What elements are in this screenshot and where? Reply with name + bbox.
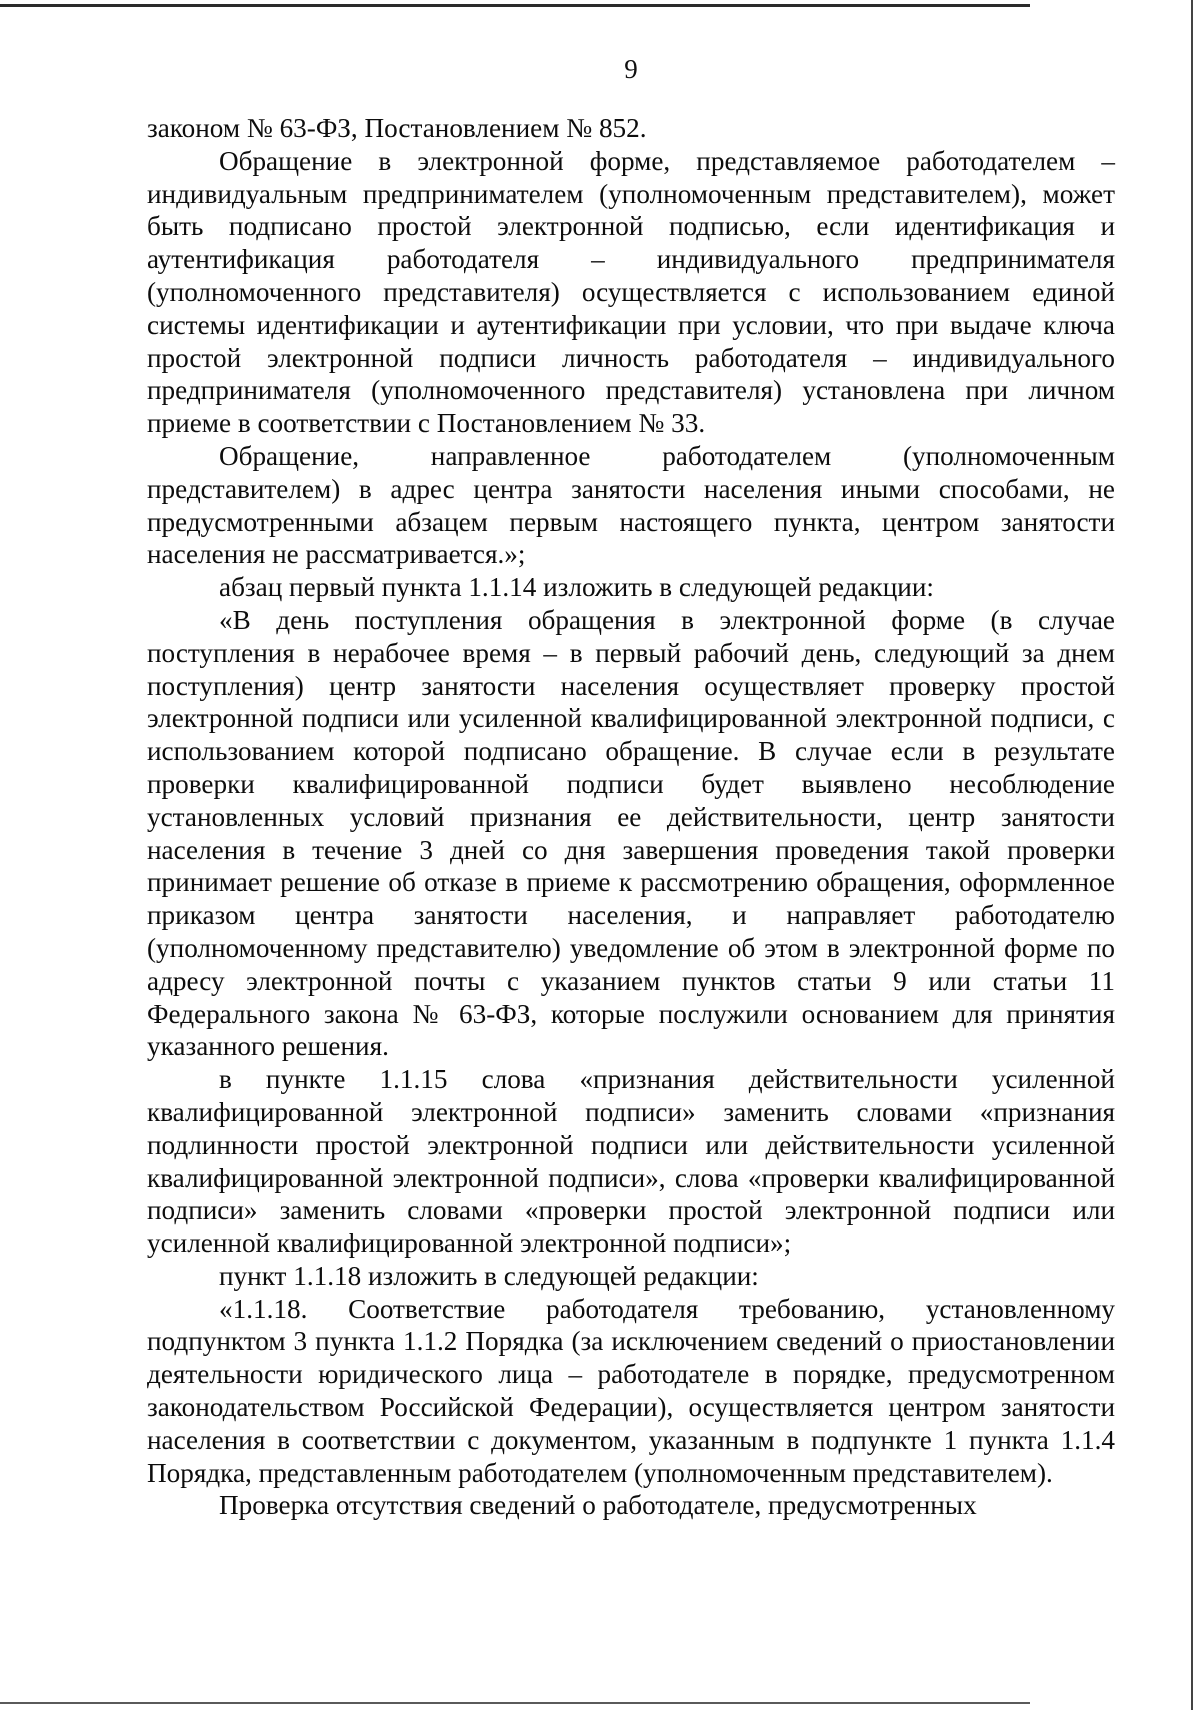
paragraph-other-methods: Обращение, направленное работодателем (уполномоченным представителем) в адрес центра занятости населения иными способами, не предусмотренными абзацем первым настоящего пункта, центром занятости населения не рассматривается.»; <box>147 440 1115 570</box>
scan-edge-bottom <box>0 1702 1030 1704</box>
paragraph-1-1-18-text: «1.1.18. Соответствие работодателя требованию, установленному подпунктом 3 пункта 1.1.2 Порядка (за исключением сведений о приостановлении деятельности юридического лица – работодателе в порядке, предусмотренном законодательством Российской Федерации), осуществляется центром занятости населения в соответствии с документом, указанным в подпункте 1 пункта 1.1.4 Порядка, представленным работодателем (уполномоченным представителем). <box>147 1293 1115 1488</box>
paragraph-verification: Проверка отсутствия сведений о работодателе, предусмотренных <box>219 1490 977 1521</box>
paragraph-electronic-appeal: Обращение в электронной форме, представляемое работодателем – индивидуальным предпринимателем (уполномоченным представителем), может быть подписано простой электронной подписью, если идентификация и аутентификация работодателя – индивидуального предпринимателя (уполномоченного представителя) осуществляется с использованием единой системы идентификации и аутентификации при условии, что при выдаче ключа простой электронной подписи личность работодателя – индивидуального предпринимателя (уполномоченного представителя) установлена при личном приеме в соответствии с Постановлением № 33. <box>147 145 1115 439</box>
paragraph-signature-check: «В день поступления обращения в электронной форме (в случае поступления в нерабочее время – в первый рабочий день, следующий за днем поступления) центр занятости населения осуществляет проверку простой электронной подписи или усиленной квалифицированной электронной подписи, с использованием которой подписано обращение. В случае если в результате проверки квалифицированной подписи будет выявлено несоблюдение установленных условий признания ее действительности, центр занятости населения в течение 3 дней со дня завершения проведения такой проверки принимает решение об отказе в приеме к рассмотрению обращения, оформленное приказом центра занятости населения, и направляет работодателю (уполномоченному представителю) уведомление об этом в электронной форме по адресу электронной почты с указанием пунктов статьи 9 или статьи 11 Федерального закона № 63-ФЗ, которые послужили основанием для принятия указанного решения. <box>147 604 1115 1062</box>
paragraph-continuation: законом № 63-ФЗ, Постановлением № 852. <box>147 113 647 143</box>
paragraph-amend-1-1-15: в пункте 1.1.15 слова «признания действительности усиленной квалифицированной электронной подписи» заменить словами «признания подлинности простой электронной подписи или действительности усиленной квалифицированной электронной подписи», слова «проверки квалифицированной подписи» заменить словами «проверки простой электронной подписи или усиленной квалифицированной электронной подписи»; <box>147 1064 1115 1259</box>
paragraph-amend-1-1-18: пункт 1.1.18 изложить в следующей редакции: <box>219 1260 759 1291</box>
document-body <box>147 112 1115 1522</box>
paragraph-amend-1-1-14: абзац первый пункта 1.1.14 изложить в следующей редакции: <box>219 572 934 603</box>
scan-edge-right <box>1191 0 1193 1710</box>
scan-edge-top <box>0 4 1030 7</box>
page-number: 9 <box>624 54 638 84</box>
